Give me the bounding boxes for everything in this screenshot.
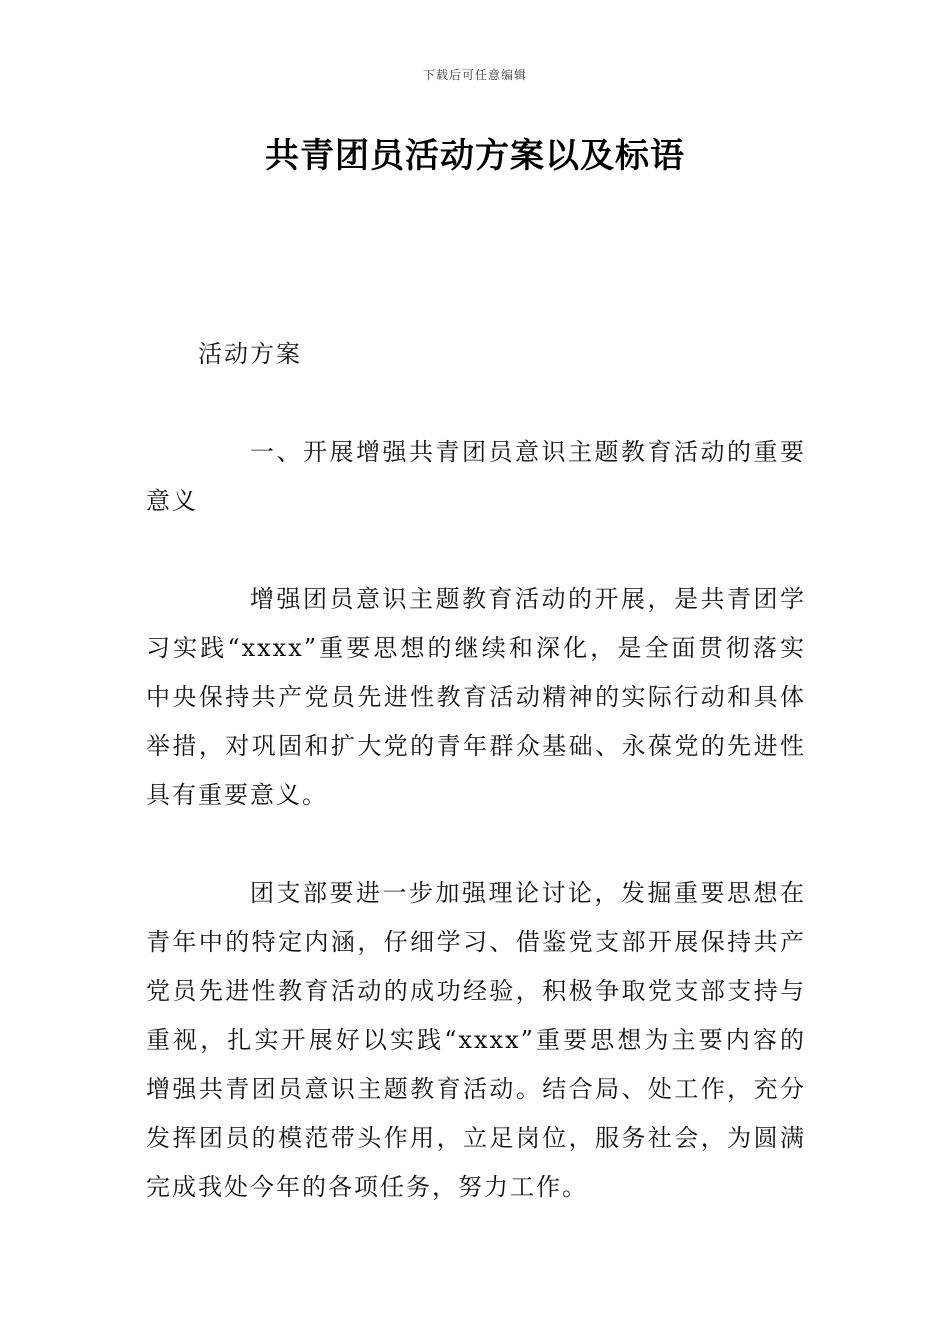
document-title: 共青团员活动方案以及标语	[265, 136, 685, 176]
body-paragraph: 增强团员意识主题教育活动的开展，是共青团学习实践“xxxx”重要思想的继续和深化，是全面贯彻落实中央保持共产党员先进性教育活动精神的实际行动和具体举措，对巩固和扩大党的青年群众基础、永葆党的先进性具有重要意义。	[146, 585, 806, 809]
section-label: 活动方案	[198, 340, 302, 368]
body-paragraph: 团支部要进一步加强理论讨论，发掘重要思想在青年中的特定内涵，仔细学习、借鉴党支部开展保持共产党员先进性教育活动的成功经验，积极争取党支部支持与重视，扎实开展好以实践“xxxx”重要思想为主要内容的增强共青团员意识主题教育活动。结合局、处工作，充分发挥团员的模范带头作用，立足岗位，服务社会，为圆满完成我处今年的各项任务，努力工作。	[146, 879, 806, 1201]
section-heading: 一、开展增强共青团员意识主题教育活动的重要意义	[146, 438, 806, 515]
document-body	[146, 330, 806, 1212]
header-note: 下载后可任意编辑	[422, 68, 527, 82]
